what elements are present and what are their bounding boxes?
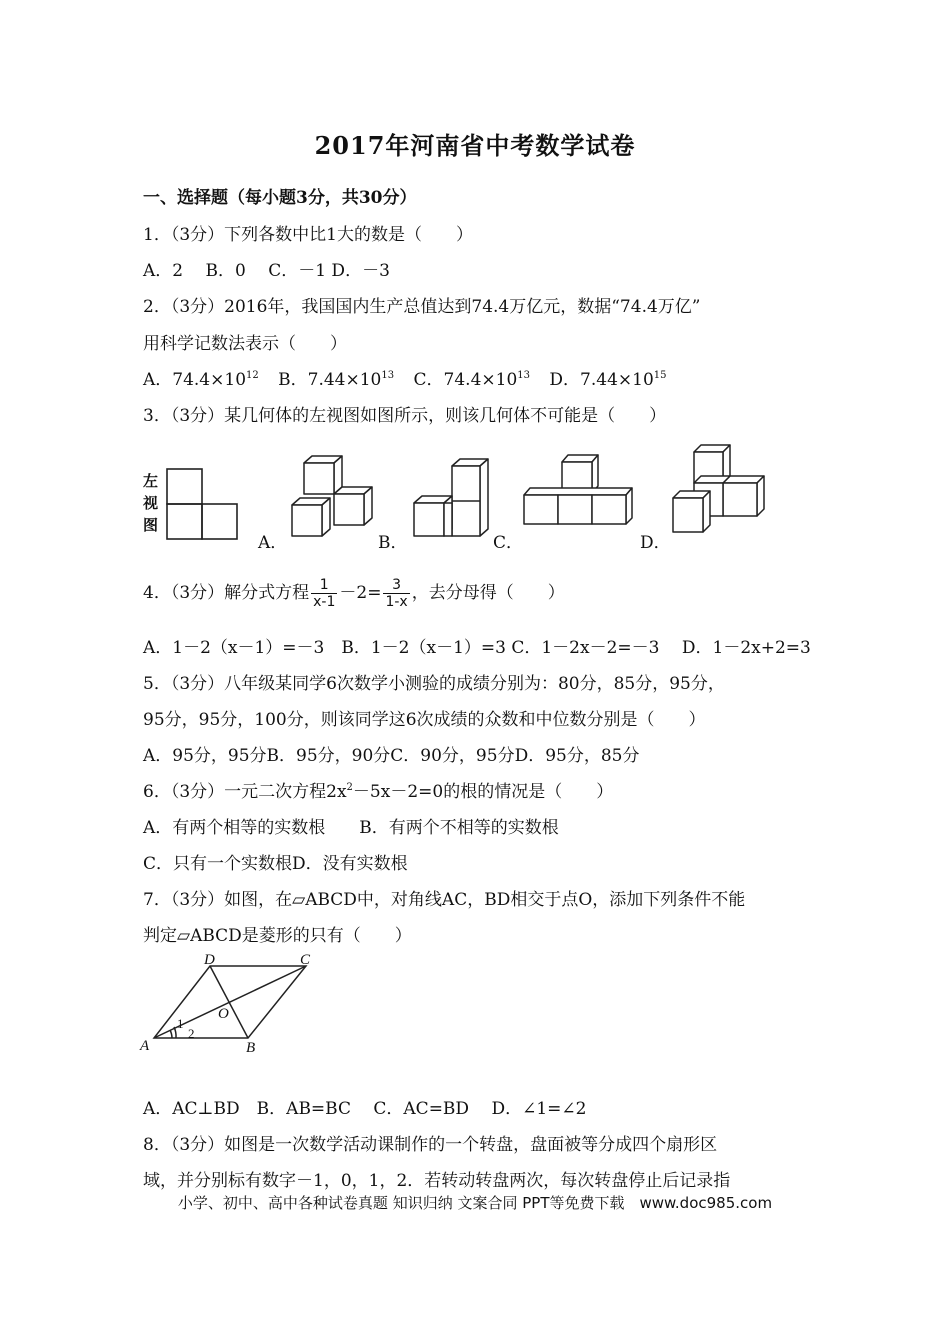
q3-option-c-label: C．	[493, 533, 524, 553]
label-angle-2: 2	[188, 1026, 195, 1041]
label-angle-1: 1	[177, 1016, 184, 1031]
footer-note: 小学、初中、高中各种试卷真题 知识归纳 文案合同 PPT等免费下载 www.doc985.com	[177, 1194, 773, 1212]
question-7-stem-line2: 判定▱ABCD是菱形的只有（ ）	[143, 926, 412, 946]
question-2-stem-line1: 2．（3分）2016年，我国国内生产总值达到74.4万亿元，数据“74.4万亿”	[143, 297, 701, 317]
option-a: A．$74.4\times 10^{12}$	[143, 370, 259, 390]
question-7-stem-line1: 7．（3分）如图，在▱ABCD中，对角线AC，BD相交于点O，添加下列条件不能	[143, 890, 746, 910]
cubes-option-b	[410, 458, 492, 540]
question-7-options: A．AC⊥BD B．AB=BC C．AC=BD D．∠1=∠2	[143, 1099, 587, 1119]
option-b: B．$7.44\times 10^{13}$	[278, 370, 395, 390]
question-6-options-line1: A．有两个相等的实数根 B．有两个不相等的实数根	[143, 818, 559, 838]
label-c: C	[300, 952, 311, 968]
section-heading: 一、选择题（每小题3分，共30分）	[143, 188, 417, 208]
label-d: D	[204, 952, 215, 968]
cubes-option-d	[668, 443, 768, 535]
question-5-options: A．95分，95分B．95分，90分C．90分，95分D．95分，85分	[143, 746, 640, 766]
q3-option-d-label: D．	[640, 533, 671, 553]
option-c: C．$74.4\times 10^{13}$	[413, 370, 531, 390]
cubes-option-c	[520, 452, 636, 526]
question-8-stem-line1: 8．（3分）如图是一次数学活动课制作的一个转盘，盘面被等分成四个扇形区	[143, 1135, 718, 1155]
q3-option-a-label: A．	[258, 533, 288, 553]
question-5-stem-line2: 95分，95分，100分，则该同学这6次成绩的众数和中位数分别是（ ）	[143, 710, 706, 730]
option-d: D．$7.44\times 10^{15}$	[549, 370, 667, 390]
diagonal-bd	[210, 966, 248, 1038]
question-4-options: A．1－2（x－1）=－3 B．1－2（x－1）=3 C．1－2x－2=－3 D．1－2x+2=3	[143, 638, 811, 658]
question-2-stem-line2: 用科学记数法表示（ ）	[143, 334, 347, 354]
question-8-stem-line2: 域，并分别标有数字－1，0，1，2．若转动转盘两次，每次转盘停止后记录指	[143, 1171, 731, 1191]
fraction-1: $\frac{1}{x-1}$	[313, 577, 336, 610]
label-o: O	[218, 1006, 229, 1022]
page-title: 2017年河南省中考数学试卷	[314, 131, 636, 160]
q3-option-b-label: B．	[378, 533, 408, 553]
question-1-stem: 1．（3分）下列各数中比1大的数是（ ）	[143, 225, 473, 245]
left-view-label: 左 视 图	[143, 472, 159, 534]
fraction-2: $\frac{3}{1-x}$	[385, 577, 408, 610]
question-1-options: A．2 B．0 C．－1 D．－3	[143, 261, 390, 281]
question-6-stem: 6．（3分）一元二次方程$2x^2-5x-2=0$的根的情况是（ ）	[143, 782, 614, 802]
question-2-options	[143, 365, 667, 390]
question-5-stem-line1: 5．（3分）八年级某同学6次数学小测验的成绩分别为：80分，85分，95分，	[143, 674, 725, 694]
label-a: A	[140, 1038, 150, 1054]
label-b: B	[246, 1040, 256, 1056]
question-3-stem: 3．（3分）某几何体的左视图如图所示，则该几何体不可能是（ ）	[143, 406, 667, 426]
question-6-options-line2: C．只有一个实数根D．没有实数根	[143, 854, 408, 874]
cubes-option-a	[290, 455, 376, 539]
left-view-figure	[166, 468, 240, 540]
parallelogram-figure	[140, 948, 320, 1058]
question-4-stem: 4．（3分）解分式方程 $\frac{1}{x-1}$ －2= $\frac{3}{1-x}$ ，去分母得（ ）	[143, 577, 565, 610]
